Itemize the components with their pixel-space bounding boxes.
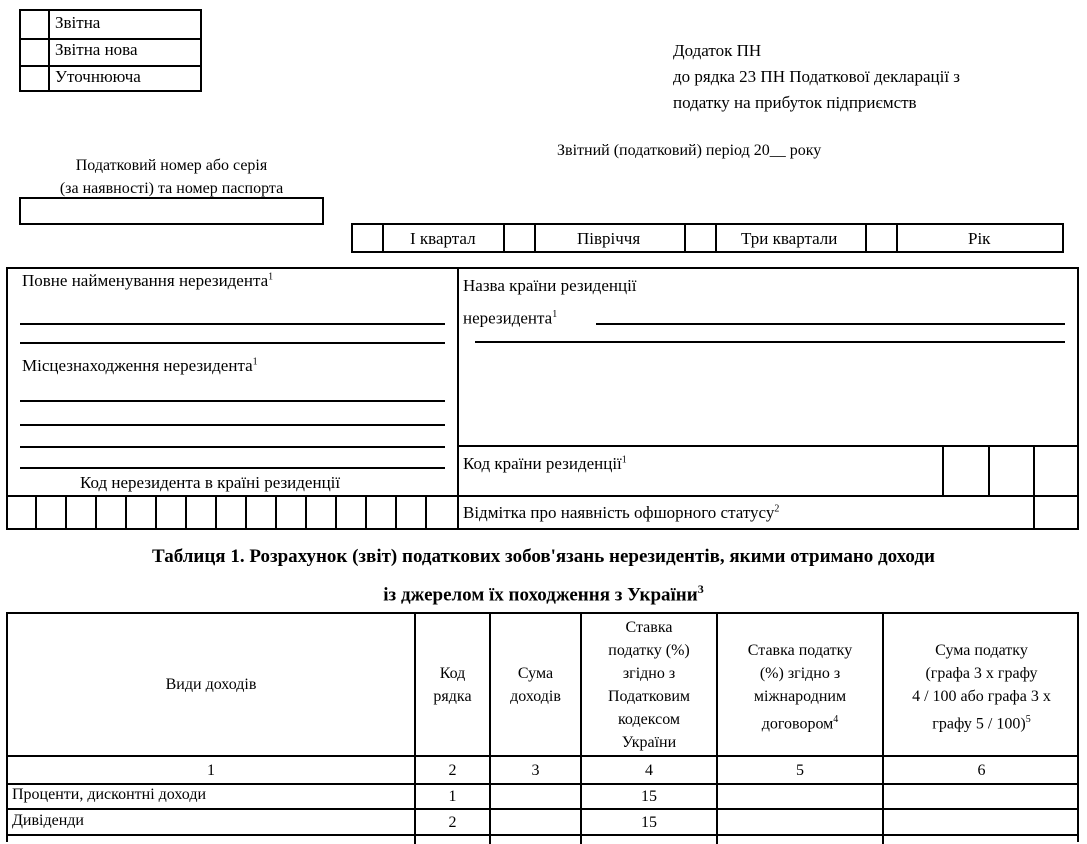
report-type-label-clarifying: Уточнююча [55, 67, 141, 86]
period-label-q1: І квартал [410, 229, 476, 248]
report-type-checkbox-new[interactable] [21, 38, 50, 65]
table-row-income-type: Проценти, дисконтні доходи [12, 786, 207, 803]
report-type-label-new: Звітна нова [55, 40, 138, 59]
period-label-year: Рік [968, 229, 991, 248]
income-tax-table [6, 612, 1079, 842]
table-row-rate-tax-code: 15 [641, 814, 657, 831]
report-type-row-clarifying[interactable] [21, 65, 200, 92]
location-label: Місцезнаходження нерезидента$^1$ [22, 356, 258, 375]
report-type-checkbox-regular[interactable] [21, 11, 50, 38]
column-header-rate-tax-code: Ставка податку (%) згідно з Податковим кодексом України [607, 619, 691, 751]
country-code-label: Код країни резиденції$^1$ [463, 454, 627, 473]
column-number-3: 3 [531, 762, 540, 779]
country-name-label: Назва країни резиденції нерезидента$^1$ [463, 276, 637, 328]
column-header-row-code: Код рядка [433, 665, 472, 705]
appendix-header [673, 38, 960, 116]
column-number-5: 5 [796, 762, 804, 779]
table-row-code: 1 [448, 788, 457, 805]
country-name-line-1[interactable] [596, 323, 1065, 325]
offshore-status-label: Відмітка про наявність офшорного статусу$^2$ [463, 503, 780, 522]
period-checkbox-year[interactable] [867, 225, 898, 251]
table-row-tax-sum-input[interactable] [884, 811, 1077, 834]
column-header-income-amount: Сума доходів [510, 665, 561, 705]
table-row-rate-tax-code: 15 [641, 788, 657, 805]
table-row-rate-treaty-input[interactable] [718, 785, 882, 808]
table-row-income-type: Дивіденди [12, 812, 84, 829]
report-type-label-regular: Звітна [55, 13, 101, 32]
appendix-title: Додаток ПН [673, 41, 762, 60]
column-number-1: 1 [207, 762, 215, 779]
period-checkbox-q1[interactable] [353, 225, 384, 251]
table-row-amount-input[interactable] [491, 811, 580, 834]
report-type-checkbox-clarifying[interactable] [21, 65, 50, 92]
offshore-status-checkbox[interactable] [1035, 497, 1077, 528]
full-name-line-1[interactable] [20, 323, 445, 325]
tax-id-label-line2: (за наявності) та номер паспорта [59, 180, 284, 197]
location-line-2[interactable] [20, 424, 445, 426]
appendix-subtitle-line2: податку на прибуток підприємств [673, 93, 917, 112]
full-name-line-2[interactable] [20, 342, 445, 344]
table1-title-line1: Таблиця 1. Розрахунок (звіт) податкових зобов'язань нерезидентів, якими отримано доходи [152, 546, 935, 567]
period-label-three-quarters: Три квартали [741, 229, 838, 248]
column-header-income-type: Види доходів [165, 676, 257, 693]
tax-id-label [19, 154, 324, 200]
tax-id-input[interactable] [19, 197, 324, 225]
appendix-subtitle-line1: до рядка 23 ПН Податкової декларації з [673, 67, 961, 86]
location-line-4[interactable] [20, 467, 445, 469]
period-checkbox-three-quarters[interactable] [686, 225, 717, 251]
table1-title [0, 540, 1087, 611]
nonresident-info-block [6, 267, 1079, 530]
table-row-amount-input[interactable] [491, 785, 580, 808]
tax-id-label-line1: Податковий номер або серія [75, 157, 268, 174]
column-header-tax-sum: Сума податку (графа 3 х графу 4 / 100 або графа 3 х графу 5 / 100)$^5$ [912, 642, 1051, 733]
location-line-3[interactable] [20, 446, 445, 448]
table-row-rate-treaty-input[interactable] [718, 811, 882, 834]
report-type-row-new[interactable] [21, 38, 200, 67]
period-selector [351, 223, 1064, 253]
column-number-2: 2 [448, 762, 457, 779]
table-row-tax-sum-input[interactable] [884, 785, 1077, 808]
nonresident-code-label: Код нерезидента в країні резиденції [80, 473, 341, 492]
report-type-table [19, 9, 202, 92]
table-row-code: 2 [448, 814, 457, 831]
nonresident-code-cells[interactable] [8, 496, 457, 528]
location-line-1[interactable] [20, 400, 445, 402]
report-type-row-regular[interactable] [21, 11, 200, 40]
table1-title-line2: із джерелом їх походження з України$^3$ [383, 582, 704, 606]
column-number-4: 4 [645, 762, 653, 779]
period-checkbox-half-year[interactable] [505, 225, 536, 251]
period-label: Звітний (податковий) період 20__ року [557, 142, 822, 159]
period-label-half-year: Півріччя [577, 229, 641, 248]
column-header-rate-treaty: Ставка податку (%) згідно з міжнародним договором$^4$ [747, 642, 853, 733]
country-code-cells[interactable] [944, 447, 1077, 495]
column-number-6: 6 [977, 762, 986, 779]
full-name-label: Повне найменування нерезидента$^1$ [22, 271, 274, 290]
country-name-line-2[interactable] [475, 341, 1065, 343]
